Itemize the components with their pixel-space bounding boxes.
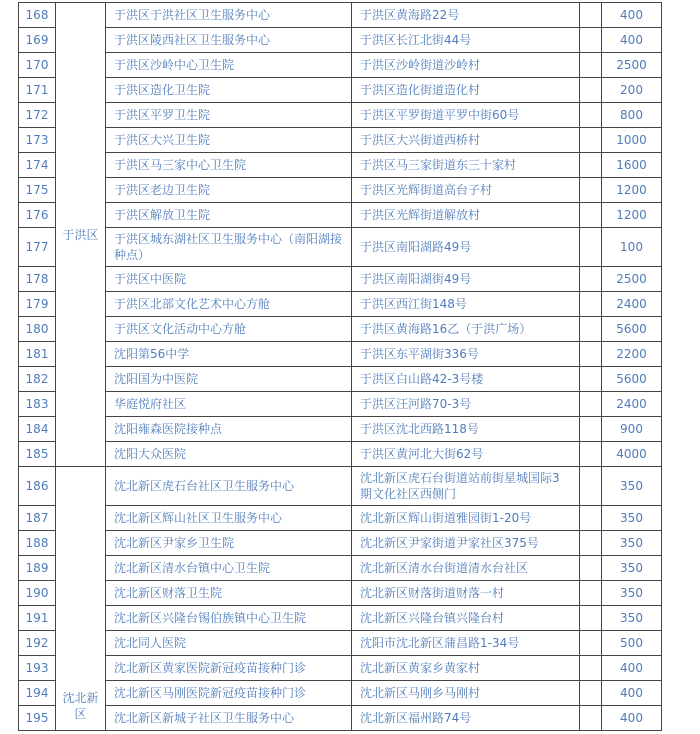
facility-name-cell: 沈北新区清水台镇中心卫生院 xyxy=(106,556,352,581)
empty-cell xyxy=(580,53,602,78)
address-cell: 沈北新区福州路74号 xyxy=(352,706,580,731)
count-cell: 2400 xyxy=(602,292,662,317)
row-number-cell: 178 xyxy=(19,267,56,292)
row-number-cell: 170 xyxy=(19,53,56,78)
address-cell: 于洪区西江街148号 xyxy=(352,292,580,317)
count-cell: 800 xyxy=(602,103,662,128)
empty-cell xyxy=(580,442,602,467)
count-cell: 1000 xyxy=(602,128,662,153)
facility-name-cell: 于洪区文化活动中心方舱 xyxy=(106,317,352,342)
facility-name-cell: 沈北新区黄家医院新冠疫苗接种门诊 xyxy=(106,656,352,681)
facility-name-cell: 于洪区城东湖社区卫生服务中心（南阳湖接种点） xyxy=(106,228,352,267)
row-number-cell: 177 xyxy=(19,228,56,267)
count-cell: 350 xyxy=(602,581,662,606)
facility-name-cell: 于洪区陵西社区卫生服务中心 xyxy=(106,28,352,53)
address-cell: 沈北新区虎石台街道站前街星城国际3期文化社区西侧门 xyxy=(352,467,580,506)
table-row xyxy=(19,78,662,103)
table-row xyxy=(19,292,662,317)
table-row xyxy=(19,28,662,53)
facility-name-cell: 于洪区北部文化艺术中心方舱 xyxy=(106,292,352,317)
row-number-cell: 185 xyxy=(19,442,56,467)
table-row xyxy=(19,531,662,556)
empty-cell xyxy=(580,417,602,442)
facility-name-cell: 沈北新区尹家乡卫生院 xyxy=(106,531,352,556)
count-cell: 350 xyxy=(602,467,662,506)
table-row xyxy=(19,417,662,442)
count-cell: 100 xyxy=(602,228,662,267)
row-number-cell: 179 xyxy=(19,292,56,317)
empty-cell xyxy=(580,531,602,556)
address-cell: 于洪区造化街道造化村 xyxy=(352,78,580,103)
address-cell: 于洪区东平湖街336号 xyxy=(352,342,580,367)
facility-name-cell: 于洪区老边卫生院 xyxy=(106,178,352,203)
address-cell: 沈北新区马刚乡马刚村 xyxy=(352,681,580,706)
district-cell: 沈北新区 xyxy=(56,467,106,731)
empty-cell xyxy=(580,178,602,203)
empty-cell xyxy=(580,392,602,417)
facility-name-cell: 华庭悦府社区 xyxy=(106,392,352,417)
row-number-cell: 174 xyxy=(19,153,56,178)
facility-name-cell: 于洪区于洪社区卫生服务中心 xyxy=(106,3,352,28)
empty-cell xyxy=(580,581,602,606)
table-row xyxy=(19,581,662,606)
table-row xyxy=(19,342,662,367)
address-cell: 于洪区长江北街44号 xyxy=(352,28,580,53)
facility-name-cell: 沈阳第56中学 xyxy=(106,342,352,367)
empty-cell xyxy=(580,128,602,153)
address-cell: 于洪区沙岭街道沙岭村 xyxy=(352,53,580,78)
address-cell: 沈北新区财落街道财落一村 xyxy=(352,581,580,606)
address-cell: 于洪区光辉街道高台子村 xyxy=(352,178,580,203)
row-number-cell: 189 xyxy=(19,556,56,581)
count-cell: 1200 xyxy=(602,203,662,228)
facility-name-cell: 沈阳大众医院 xyxy=(106,442,352,467)
row-number-cell: 184 xyxy=(19,417,56,442)
table-row xyxy=(19,203,662,228)
empty-cell xyxy=(580,103,602,128)
row-number-cell: 181 xyxy=(19,342,56,367)
table-row xyxy=(19,53,662,78)
table-row xyxy=(19,392,662,417)
address-cell: 于洪区平罗街道平罗中街60号 xyxy=(352,103,580,128)
row-number-cell: 173 xyxy=(19,128,56,153)
table-row xyxy=(19,556,662,581)
facility-name-cell: 于洪区中医院 xyxy=(106,267,352,292)
count-cell: 350 xyxy=(602,531,662,556)
count-cell: 2500 xyxy=(602,267,662,292)
empty-cell xyxy=(580,631,602,656)
facility-name-cell: 沈北新区辉山社区卫生服务中心 xyxy=(106,506,352,531)
row-number-cell: 191 xyxy=(19,606,56,631)
empty-cell xyxy=(580,656,602,681)
vaccination-site-table xyxy=(18,2,662,731)
count-cell: 5600 xyxy=(602,317,662,342)
empty-cell xyxy=(580,342,602,367)
table-row xyxy=(19,467,662,506)
address-cell: 沈北新区黄家乡黄家村 xyxy=(352,656,580,681)
address-cell: 于洪区汪河路70-3号 xyxy=(352,392,580,417)
count-cell: 2200 xyxy=(602,342,662,367)
count-cell: 400 xyxy=(602,28,662,53)
row-number-cell: 194 xyxy=(19,681,56,706)
table-row xyxy=(19,606,662,631)
row-number-cell: 187 xyxy=(19,506,56,531)
table-row xyxy=(19,153,662,178)
count-cell: 900 xyxy=(602,417,662,442)
facility-name-cell: 沈阳国为中医院 xyxy=(106,367,352,392)
empty-cell xyxy=(580,28,602,53)
table-row xyxy=(19,178,662,203)
facility-name-cell: 沈北同人医院 xyxy=(106,631,352,656)
empty-cell xyxy=(580,706,602,731)
row-number-cell: 195 xyxy=(19,706,56,731)
row-number-cell: 180 xyxy=(19,317,56,342)
address-cell: 沈北新区尹家街道尹家社区375号 xyxy=(352,531,580,556)
row-number-cell: 172 xyxy=(19,103,56,128)
address-cell: 于洪区光辉街道解放村 xyxy=(352,203,580,228)
row-number-cell: 176 xyxy=(19,203,56,228)
table-row xyxy=(19,367,662,392)
empty-cell xyxy=(580,367,602,392)
facility-name-cell: 于洪区沙岭中心卫生院 xyxy=(106,53,352,78)
table-row xyxy=(19,681,662,706)
address-cell: 于洪区黄河北大街62号 xyxy=(352,442,580,467)
table-row xyxy=(19,103,662,128)
empty-cell xyxy=(580,292,602,317)
count-cell: 1200 xyxy=(602,178,662,203)
empty-cell xyxy=(580,606,602,631)
table-row xyxy=(19,442,662,467)
empty-cell xyxy=(580,153,602,178)
address-cell: 于洪区黄海路16乙（于洪广场） xyxy=(352,317,580,342)
table-row xyxy=(19,128,662,153)
count-cell: 350 xyxy=(602,556,662,581)
count-cell: 200 xyxy=(602,78,662,103)
address-cell: 于洪区黄海路22号 xyxy=(352,3,580,28)
empty-cell xyxy=(580,267,602,292)
address-cell: 沈北新区清水台街道清水台社区 xyxy=(352,556,580,581)
empty-cell xyxy=(580,317,602,342)
table-row xyxy=(19,656,662,681)
count-cell: 400 xyxy=(602,656,662,681)
facility-name-cell: 于洪区大兴卫生院 xyxy=(106,128,352,153)
table-row xyxy=(19,317,662,342)
address-cell: 沈北新区辉山街道雅园街1-20号 xyxy=(352,506,580,531)
row-number-cell: 190 xyxy=(19,581,56,606)
empty-cell xyxy=(580,3,602,28)
count-cell: 1600 xyxy=(602,153,662,178)
count-cell: 350 xyxy=(602,606,662,631)
row-number-cell: 186 xyxy=(19,467,56,506)
row-number-cell: 183 xyxy=(19,392,56,417)
facility-name-cell: 沈北新区新城子社区卫生服务中心 xyxy=(106,706,352,731)
district-cell: 于洪区 xyxy=(56,3,106,467)
row-number-cell: 171 xyxy=(19,78,56,103)
address-cell: 于洪区白山路42-3号楼 xyxy=(352,367,580,392)
facility-name-cell: 于洪区平罗卫生院 xyxy=(106,103,352,128)
count-cell: 400 xyxy=(602,681,662,706)
row-number-cell: 169 xyxy=(19,28,56,53)
facility-name-cell: 沈北新区虎石台社区卫生服务中心 xyxy=(106,467,352,506)
empty-cell xyxy=(580,228,602,267)
row-number-cell: 188 xyxy=(19,531,56,556)
count-cell: 350 xyxy=(602,506,662,531)
facility-name-cell: 沈阳雍森医院接种点 xyxy=(106,417,352,442)
facility-name-cell: 沈北新区马刚医院新冠疫苗接种门诊 xyxy=(106,681,352,706)
facility-name-cell: 于洪区解放卫生院 xyxy=(106,203,352,228)
row-number-cell: 175 xyxy=(19,178,56,203)
address-cell: 沈阳市沈北新区蒲昌路1-34号 xyxy=(352,631,580,656)
count-cell: 400 xyxy=(602,3,662,28)
facility-name-cell: 于洪区造化卫生院 xyxy=(106,78,352,103)
address-cell: 于洪区马三家街道东三十家村 xyxy=(352,153,580,178)
count-cell: 4000 xyxy=(602,442,662,467)
empty-cell xyxy=(580,681,602,706)
empty-cell xyxy=(580,556,602,581)
table-row xyxy=(19,267,662,292)
row-number-cell: 168 xyxy=(19,3,56,28)
facility-name-cell: 沈北新区财落卫生院 xyxy=(106,581,352,606)
count-cell: 500 xyxy=(602,631,662,656)
table-row xyxy=(19,506,662,531)
row-number-cell: 182 xyxy=(19,367,56,392)
table-row xyxy=(19,631,662,656)
facility-name-cell: 于洪区马三家中心卫生院 xyxy=(106,153,352,178)
facility-name-cell: 沈北新区兴隆台锡伯族镇中心卫生院 xyxy=(106,606,352,631)
empty-cell xyxy=(580,506,602,531)
empty-cell xyxy=(580,467,602,506)
address-cell: 沈北新区兴隆台镇兴隆台村 xyxy=(352,606,580,631)
address-cell: 于洪区大兴街道西桥村 xyxy=(352,128,580,153)
row-number-cell: 192 xyxy=(19,631,56,656)
count-cell: 2400 xyxy=(602,392,662,417)
table-row xyxy=(19,228,662,267)
empty-cell xyxy=(580,78,602,103)
empty-cell xyxy=(580,203,602,228)
count-cell: 2500 xyxy=(602,53,662,78)
address-cell: 于洪区南阳湖街49号 xyxy=(352,267,580,292)
table-row xyxy=(19,706,662,731)
address-cell: 于洪区南阳湖路49号 xyxy=(352,228,580,267)
table-row xyxy=(19,3,662,28)
address-cell: 于洪区沈北西路118号 xyxy=(352,417,580,442)
count-cell: 5600 xyxy=(602,367,662,392)
row-number-cell: 193 xyxy=(19,656,56,681)
count-cell: 400 xyxy=(602,706,662,731)
